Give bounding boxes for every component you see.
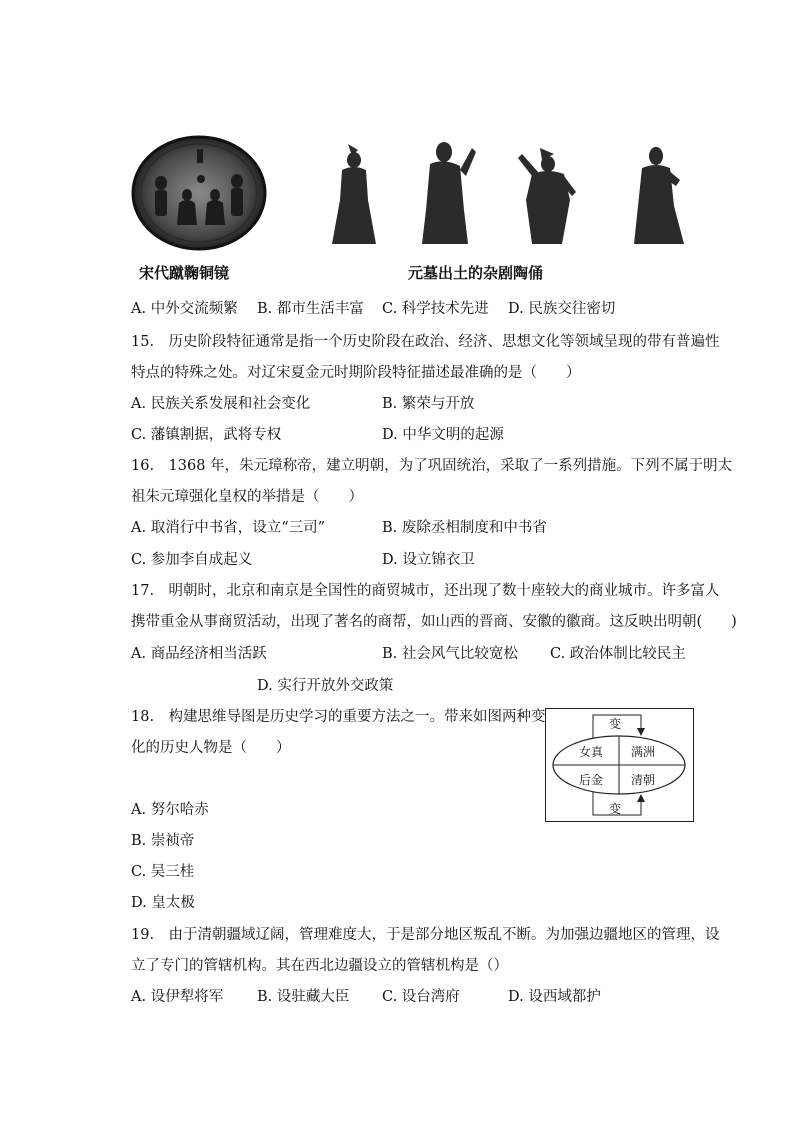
- mind-map-bottom-label: 变: [609, 802, 622, 816]
- q19-option-d: D. 设西域都护: [508, 989, 601, 1005]
- q18-stem-line1: 18. 构建思维导图是历史学习的重要方法之一。带来如图两种变: [131, 709, 546, 725]
- q15-option-a: A. 民族关系发展和社会变化: [131, 396, 311, 412]
- q16-stem-line1: 16. 1368 年，朱元璋称帝，建立明朝，为了巩固统治，采取了一系列措施。下列不属于明太: [131, 458, 733, 474]
- mind-map-cell-manzhou: 满洲: [631, 745, 656, 759]
- figurines-image: [318, 140, 693, 250]
- q14-option-b: B. 都市生活丰富: [257, 301, 364, 317]
- q19-stem-line2: 立了专门的管辖机构。其在西北边疆设立的管辖机构是（）: [131, 958, 508, 974]
- q14-option-a: A. 中外交流频繁: [131, 301, 238, 317]
- q18-option-b: B. 崇祯帝: [131, 833, 195, 849]
- q15-option-c: C. 藩镇割据，武将专权: [131, 427, 282, 443]
- q16-stem-line2: 祖朱元璋强化皇权的举措是（ ）: [131, 489, 363, 505]
- q18-option-d: D. 皇太极: [131, 895, 195, 911]
- mind-map-cell-houjin: 后金: [579, 773, 604, 787]
- q16-option-d: D. 设立锦衣卫: [382, 552, 475, 568]
- figurine-caption: 元墓出土的杂剧陶俑: [408, 264, 544, 282]
- q15-stem-line2: 特点的特殊之处。对辽宋夏金元时期阶段特征描述最准确的是（ ）: [131, 365, 581, 381]
- q17-stem-line1: 17. 明朝时，北京和南京是全国性的商贸城市，还出现了数十座较大的商业城市。许多富人: [131, 583, 720, 599]
- q15-option-b: B. 繁荣与开放: [382, 396, 475, 412]
- q18-option-a: A. 努尔哈赤: [131, 802, 209, 818]
- q16-option-b: B. 废除丞相制度和中书省: [382, 520, 547, 536]
- q17-option-a: A. 商品经济相当活跃: [131, 646, 267, 662]
- q19-stem-line1: 19. 由于清朝疆域辽阔，管理难度大，于是部分地区叛乱不断。为加强边疆地区的管理，设: [131, 927, 720, 943]
- q19-option-b: B. 设驻藏大臣: [257, 989, 350, 1005]
- q15-stem-line1: 15. 历史阶段特征通常是指一个历史阶段在政治、经济、思想文化等领域呈现的带有普遍性: [131, 334, 720, 350]
- q16-option-a: A. 取消行中书省，设立“三司”: [131, 520, 326, 536]
- bronze-mirror-image: [131, 135, 267, 251]
- mind-map-diagram: [545, 708, 694, 822]
- q19-option-a: A. 设伊犁将军: [131, 989, 224, 1005]
- q19-option-c: C. 设台湾府: [382, 989, 460, 1005]
- mind-map-cell-qingchao: 清朝: [631, 773, 656, 787]
- q15-option-d: D. 中华文明的起源: [382, 427, 504, 443]
- q17-option-b: B. 社会风气比较宽松: [382, 646, 518, 662]
- q18-stem-line2: 化的历史人物是（ ）: [131, 740, 291, 756]
- q14-option-d: D. 民族交往密切: [508, 301, 616, 317]
- mind-map-top-label: 变: [609, 717, 622, 731]
- mind-map-cell-nuzhen: 女真: [579, 745, 604, 759]
- q17-stem-line2: 携带重金从事商贸活动，出现了著名的商帮，如山西的晋商、安徽的徽商。这反映出明朝( ): [131, 614, 737, 630]
- mirror-caption: 宋代蹴鞠铜镜: [139, 264, 230, 282]
- q18-option-c: C. 吴三桂: [131, 864, 195, 880]
- q16-option-c: C. 参加李自成起义: [131, 552, 253, 568]
- q17-option-c: C. 政治体制比较民主: [550, 646, 686, 662]
- q14-option-c: C. 科学技术先进: [382, 301, 489, 317]
- q17-option-d: D. 实行开放外交政策: [257, 678, 394, 694]
